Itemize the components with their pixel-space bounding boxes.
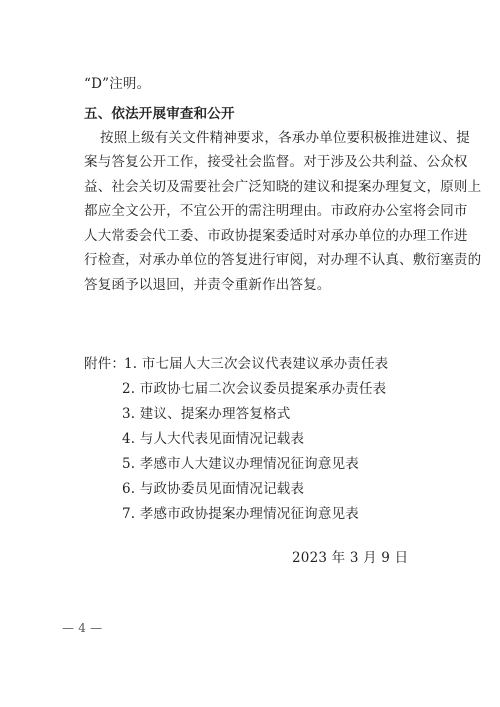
paragraph-line: 益、社会关切及需要社会广泛知晓的建议和提案办理复文，原则上 <box>84 179 482 195</box>
page-number: — 4 — <box>62 621 103 635</box>
attachment-item: 5. 孝感市人大建议办理情况征询意见表 <box>122 456 359 472</box>
paragraph-line: 按照上级有关文件精神要求，各承办单位要积极推进建议、提 <box>100 130 470 146</box>
attachment-item: 4. 与人大代表见面情况记载表 <box>122 431 305 447</box>
attachment-item: 1. 市七届人大三次会议代表建议承办责任表 <box>124 356 389 372</box>
attachments-label: 附件： <box>84 356 126 372</box>
paragraph-line: 答复函予以退回，并责令重新作出答复。 <box>84 277 331 293</box>
section-heading: 五、依法开展审查和公开 <box>84 106 235 122</box>
attachment-item: 7. 孝感市政协提案办理情况征询意见表 <box>122 506 359 522</box>
paragraph-line: 行检查，对承办单位的答复进行审阅，对办理不认真、敷衍塞责的 <box>84 252 482 268</box>
attachment-item: 2. 市政协七届二次会议委员提案承办责任表 <box>122 381 387 397</box>
document-date: 2023 年 3 月 9 日 <box>292 550 409 566</box>
paragraph-line: 都应全文公开，不宜公开的需注明理由。市政府办公室将会同市 <box>84 203 468 219</box>
top-fragment: “D”注明。 <box>84 76 151 92</box>
attachment-item: 3. 建议、提案办理答复格式 <box>122 406 291 422</box>
paragraph-line: 案与答复公开工作，接受社会监督。对于涉及公共利益、公众权 <box>84 154 468 170</box>
paragraph-line: 人大常委会代工委、市政协提案委适时对承办单位的办理工作进 <box>84 228 468 244</box>
attachment-item: 6. 与政协委员见面情况记载表 <box>122 481 305 497</box>
